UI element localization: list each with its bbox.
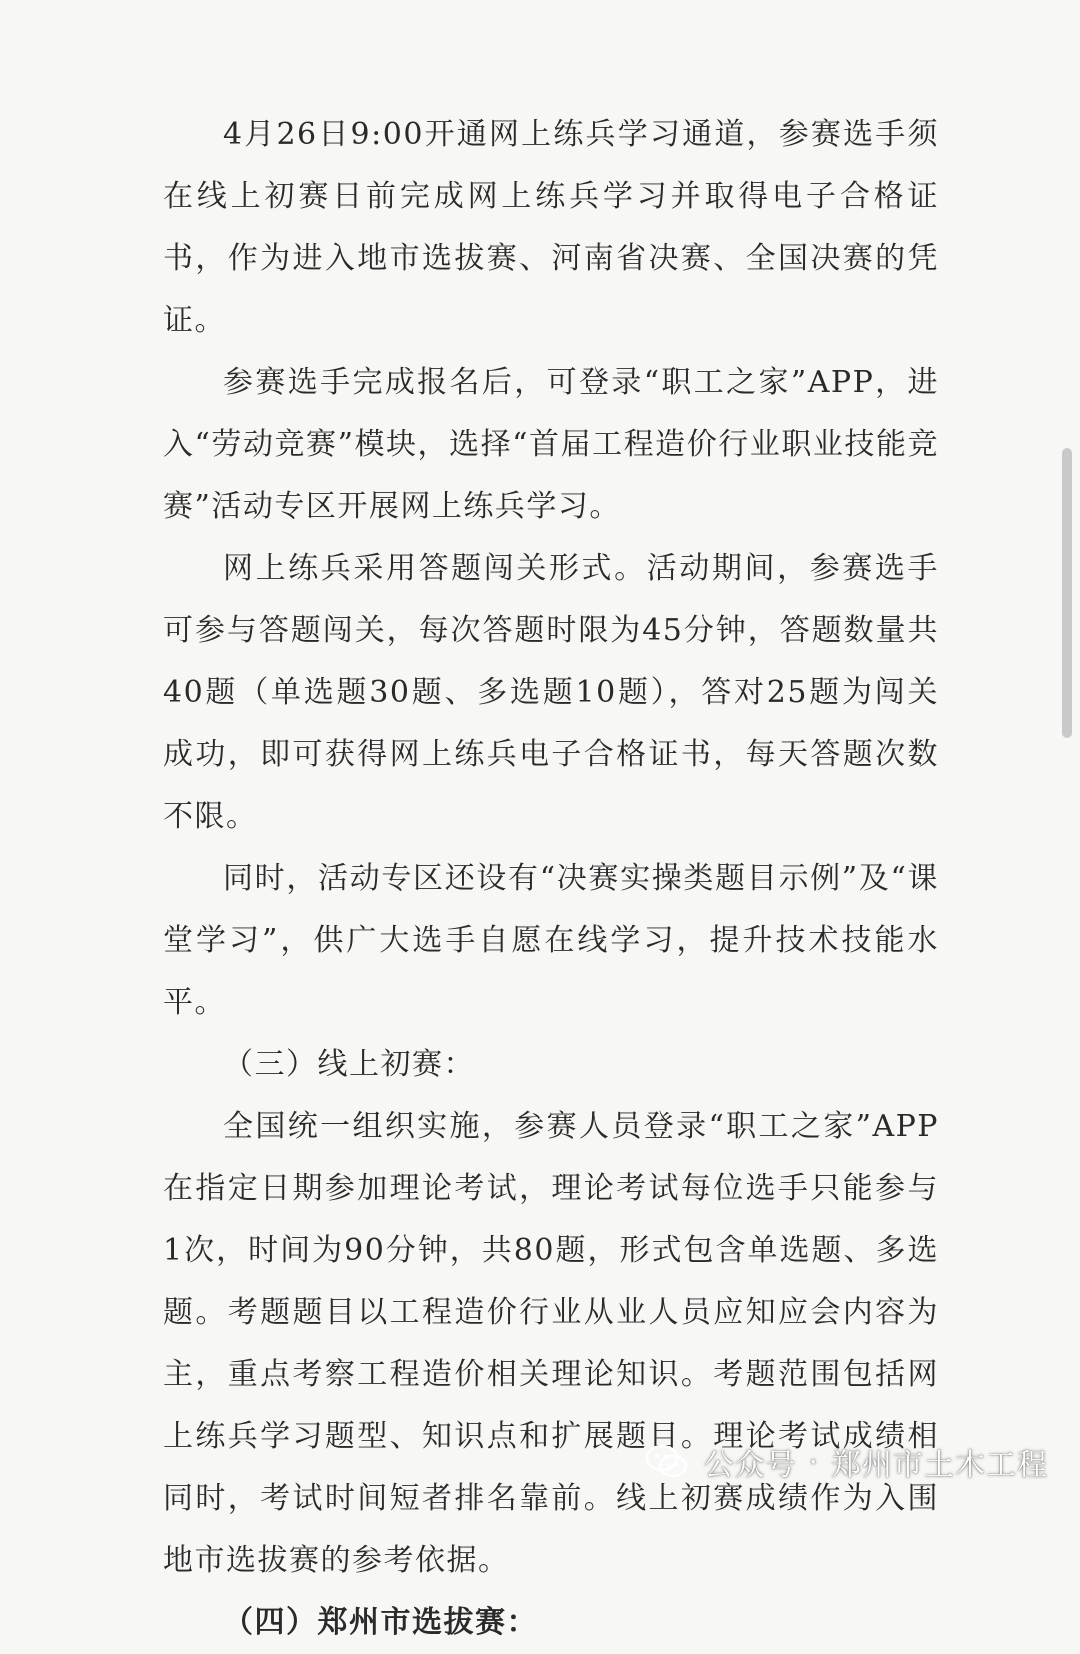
- section-heading-online-preliminary: （三）线上初赛：: [223, 1047, 475, 1082]
- paragraph-app-login: 参赛选手完成报名后，可登录“职工之家”APP，进入“劳动竞赛”模块，选择“首届工程造价行业职业技能竞赛”活动专区开展网上练兵学习。: [163, 365, 939, 524]
- wechat-watermark: [645, 1439, 1048, 1485]
- paragraph-quiz-format: 网上练兵采用答题闯关形式。活动期间，参赛选手可参与答题闯关，每次答题时限为45分钟，答题数量共40题（单选题30题、多选题10题），答对25题为闯关成功，即可获得网上练兵电子合格证书，每天答题次数不限。: [163, 551, 939, 834]
- watermark-label: 公众号: [703, 1448, 797, 1483]
- wechat-icon: [645, 1444, 689, 1480]
- document-body: [163, 104, 939, 1654]
- scrollbar[interactable]: [1062, 448, 1072, 738]
- watermark-separator: ·: [808, 1444, 819, 1480]
- paragraph-activity-zone: 同时，活动专区还设有“决赛实操类题目示例”及“课堂学习”，供广大选手自愿在线学习，提升技术技能水平。: [163, 861, 939, 1020]
- paragraph-training-channel: 4月26日9:00开通网上练兵学习通道，参赛选手须在线上初赛日前完成网上练兵学习并取得电子合格证书，作为进入地市选拔赛、河南省决赛、全国决赛的凭证。: [163, 117, 939, 338]
- watermark-account: 郑州市土木工程: [831, 1448, 1048, 1483]
- section-heading-zhengzhou-selection: （四）郑州市选拔赛：: [223, 1605, 538, 1640]
- paragraph-online-preliminary: 全国统一组织实施，参赛人员登录“职工之家”APP在指定日期参加理论考试，理论考试每位选手只能参与1次，时间为90分钟，共80题，形式包含单选题、多选题。考题题目以工程造价行业从业人员应知应会内容为主，重点考察工程造价相关理论知识。考题范围包括网上练兵学习题型、知识点和扩展题目。理论考试成绩相同时，考试时间短者排名靠前。线上初赛成绩作为入围地市选拔赛的参考依据。: [163, 1109, 939, 1578]
